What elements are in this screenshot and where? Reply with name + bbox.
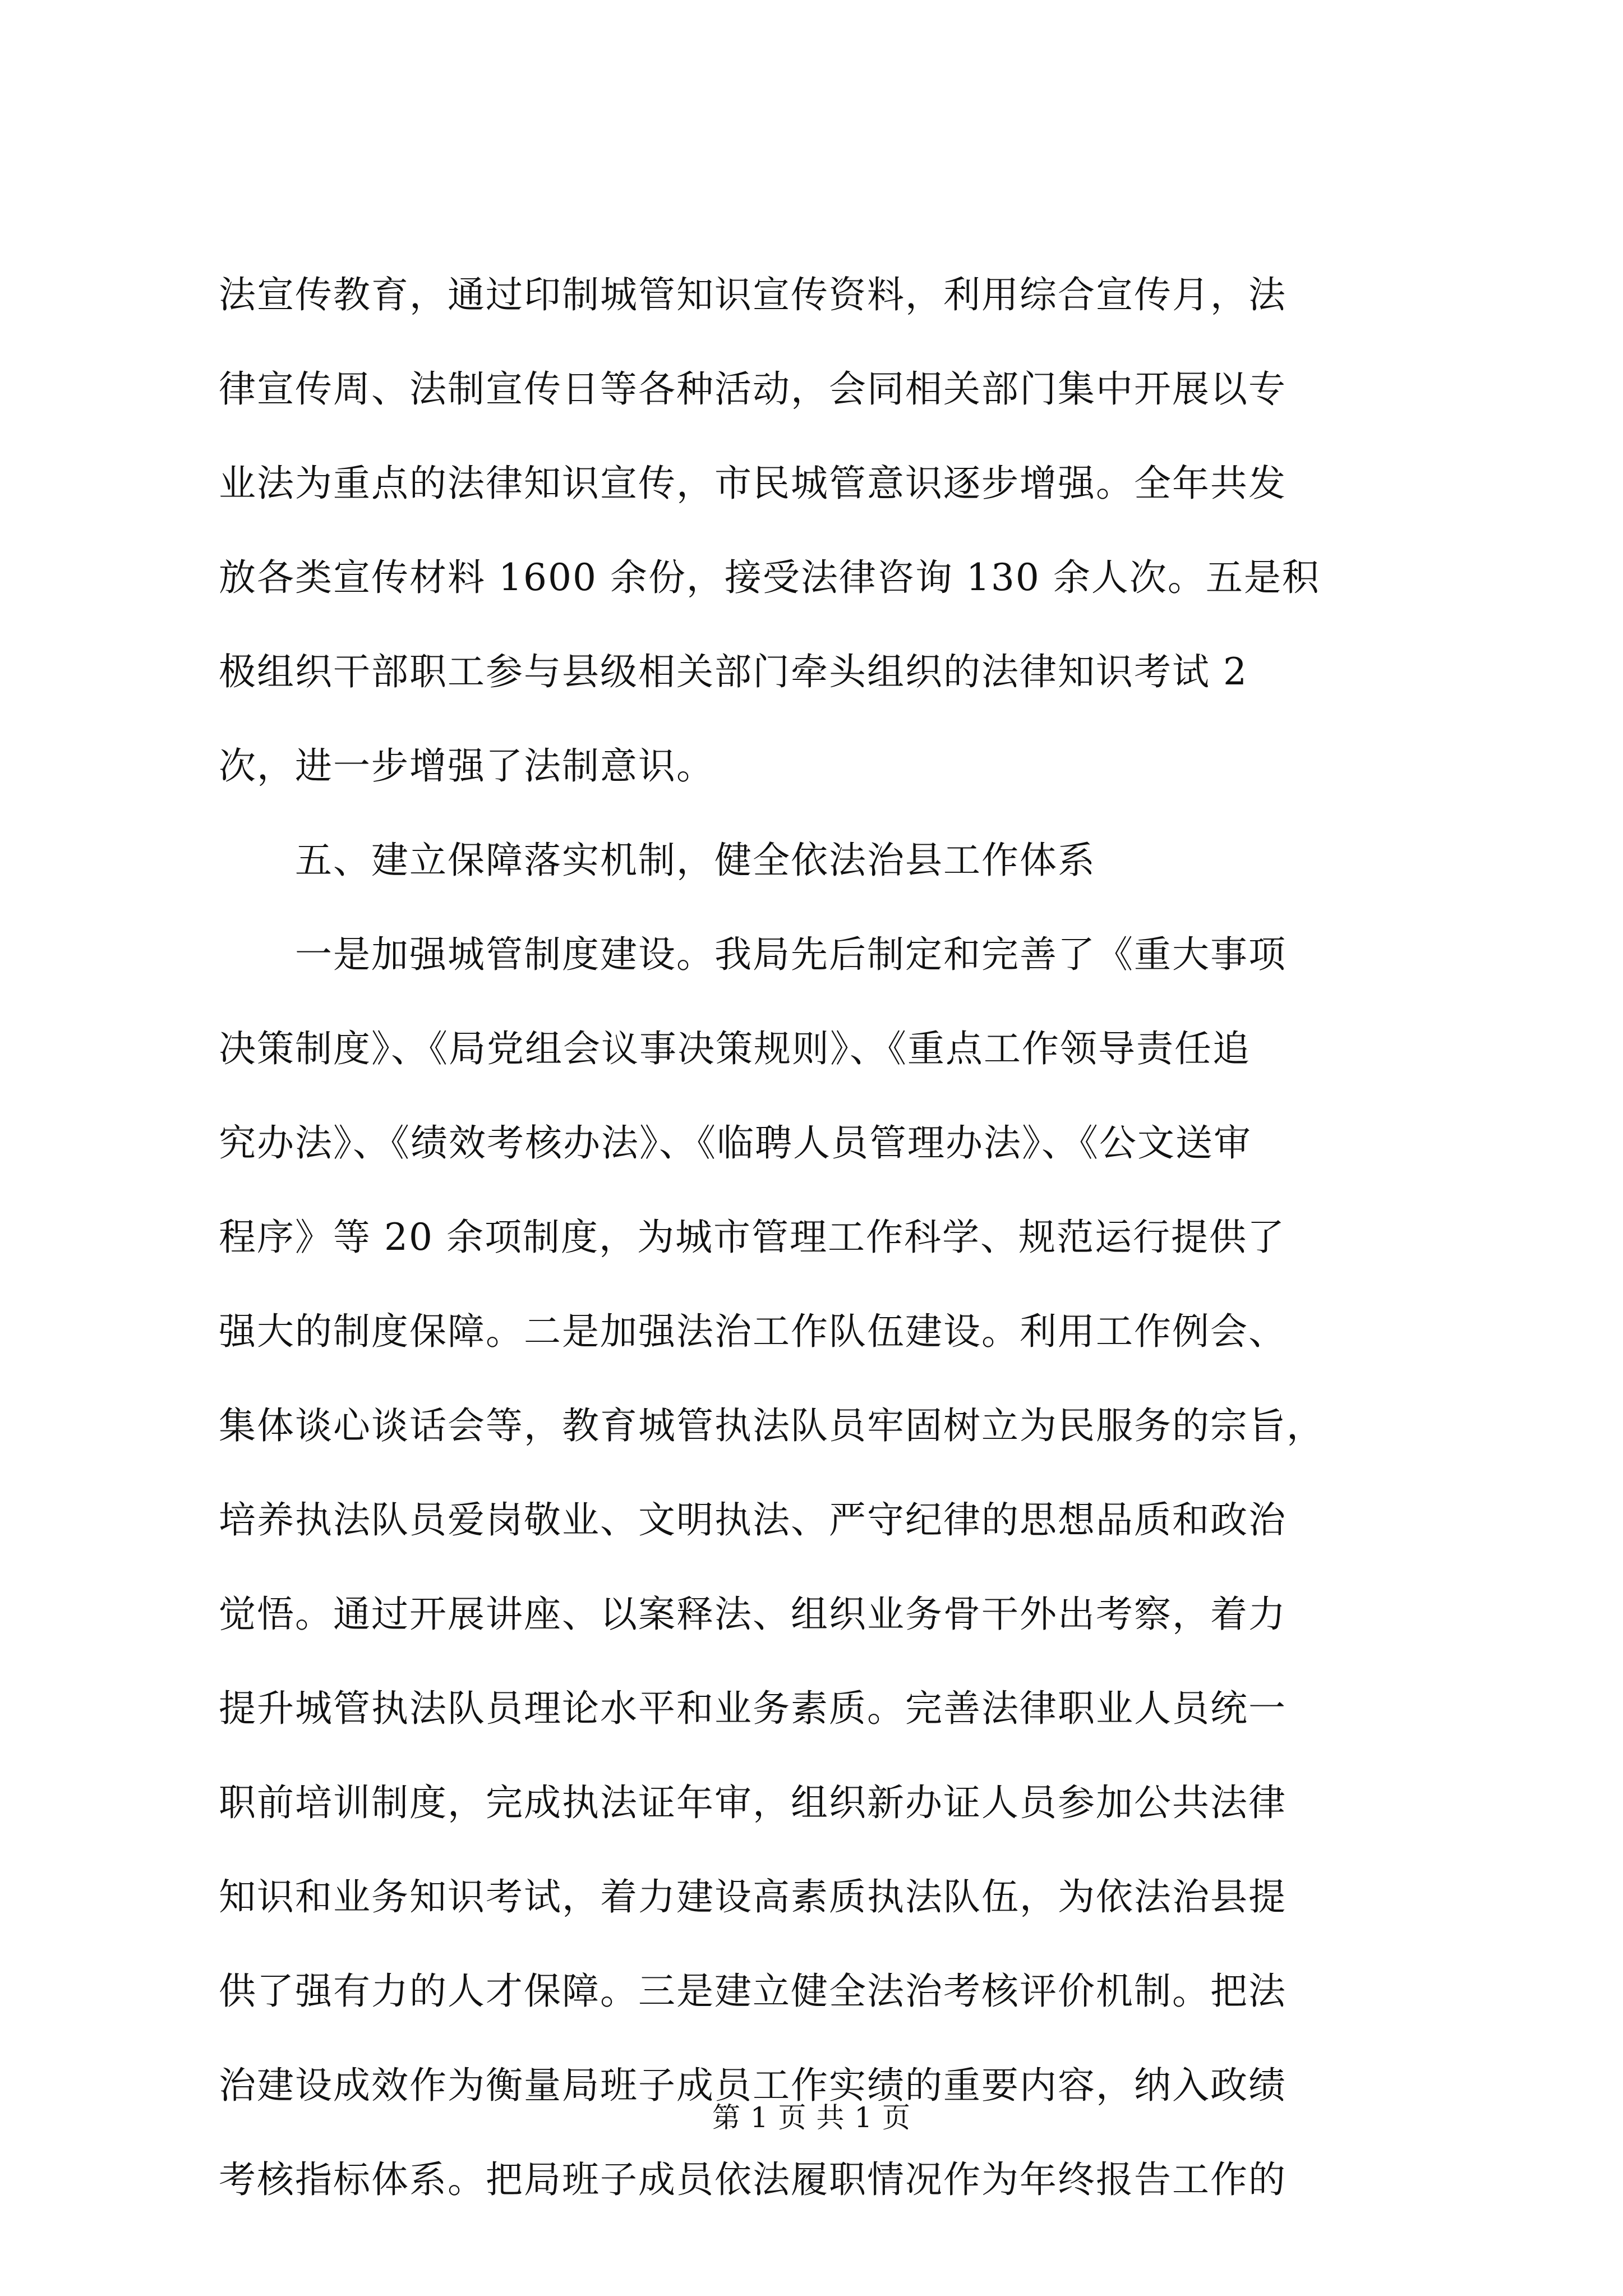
text-line: 放各类宣传材料 1600 余份，接受法律咨询 130 余人次。五是积: [219, 556, 1320, 599]
text-line: 律宣传周、法制宣传日等各种活动，会同相关部门集中开展以专: [219, 367, 1287, 411]
text-line: 一是加强城管制度建设。我局先后制定和完善了《重大事项: [219, 933, 1287, 976]
text-line: 提升城管执法队员理论水平和业务素质。完善法律职业人员统一: [219, 1687, 1287, 1730]
page-footer: [0, 2098, 1623, 2137]
text-line: 知识和业务知识考试，着力建设高素质执法队伍，为依法治县提: [219, 1875, 1287, 1918]
text-line: 业法为重点的法律知识宣传，市民城管意识逐步增强。全年共发: [219, 462, 1287, 505]
text-line: 强大的制度保障。二是加强法治工作队伍建设。利用工作例会、: [219, 1310, 1287, 1353]
text-line: 考核指标体系。把局班子成员依法履职情况作为年终报告工作的: [219, 2158, 1287, 2201]
section-heading: 五、建立保障落实机制，健全依法治县工作体系: [219, 839, 1096, 882]
text-line: 供了强有力的人才保障。三是建立健全法治考核评价机制。把法: [219, 1970, 1287, 2013]
text-line: 法宣传教育，通过印制城管知识宣传资料，利用综合宣传月，法: [219, 273, 1287, 316]
text-line: 觉悟。通过开展讲座、以案释法、组织业务骨干外出考察，着力: [219, 1593, 1287, 1636]
text-line: 培养执法队员爱岗敬业、文明执法、严守纪律的思想品质和政治: [219, 1498, 1287, 1542]
text-line: 治建设成效作为衡量局班子成员工作实绩的重要内容，纳入政绩: [219, 2064, 1287, 2107]
text-line: 职前培训制度，完成执法证年审，组织新办证人员参加公共法律: [219, 1781, 1287, 1824]
text-line: 集体谈心谈话会等，教育城管执法队员牢固树立为民服务的宗旨，: [219, 1404, 1325, 1447]
text-line: 程序》等 20 余项制度，为城市管理工作科学、规范运行提供了: [219, 1216, 1285, 1259]
text-line: 次，进一步增强了法制意识。: [219, 744, 714, 788]
page-number: 第 1 页 共 1 页: [712, 2101, 911, 2134]
text-line: 极组织干部职工参与县级相关部门牵头组织的法律知识考试 2: [219, 650, 1248, 693]
text-line: 决策制度》、《局党组会议事决策规则》、《重点工作领导责任追: [219, 1027, 1251, 1070]
text-line: 究办法》、《绩效考核办法》、《临聘人员管理办法》、《公文送审: [219, 1121, 1252, 1165]
